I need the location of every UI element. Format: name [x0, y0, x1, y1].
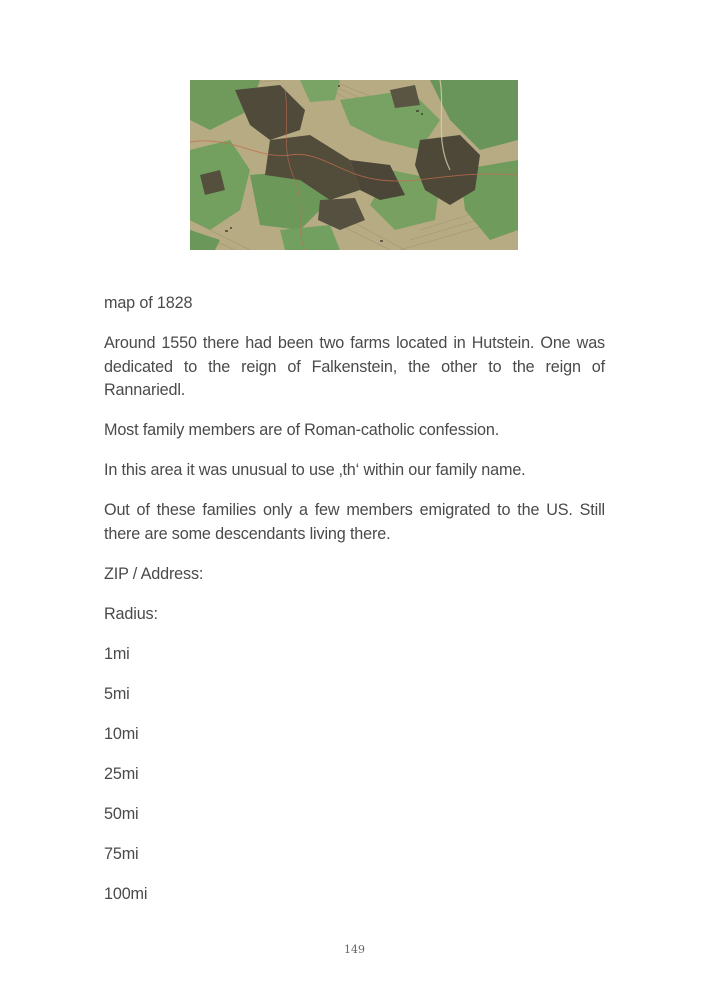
- paragraph-history: Around 1550 there had been two farms located in Hutstein. One was dedicated to the reign of Falkenstein, the other to the reign of Rannariedl.: [104, 334, 605, 399]
- historic-map-image: [190, 80, 518, 250]
- paragraph-family-name: In this area it was unusual to use ‚th‘ within our family name.: [104, 461, 526, 479]
- page-content: [104, 292, 605, 923]
- radius-label: Radius:: [104, 604, 158, 623]
- radius-option[interactable]: 10mi: [104, 724, 139, 743]
- radius-option[interactable]: 25mi: [104, 764, 139, 783]
- paragraph-confession: Most family members are of Roman-catholic confession.: [104, 421, 500, 439]
- radius-option[interactable]: 100mi: [104, 884, 148, 903]
- page-number: 149: [344, 943, 365, 956]
- radius-option[interactable]: 50mi: [104, 804, 139, 823]
- paragraph-emigration: Out of these families only a few members emigrated to the US. Still there are some descendants living there.: [104, 501, 605, 543]
- radius-option[interactable]: 1mi: [104, 644, 130, 663]
- map-caption: map of 1828: [104, 294, 193, 312]
- zip-address-label: ZIP / Address:: [104, 564, 204, 583]
- radius-option[interactable]: 5mi: [104, 684, 130, 703]
- radius-option[interactable]: 75mi: [104, 844, 139, 863]
- map-illustration: [190, 80, 518, 250]
